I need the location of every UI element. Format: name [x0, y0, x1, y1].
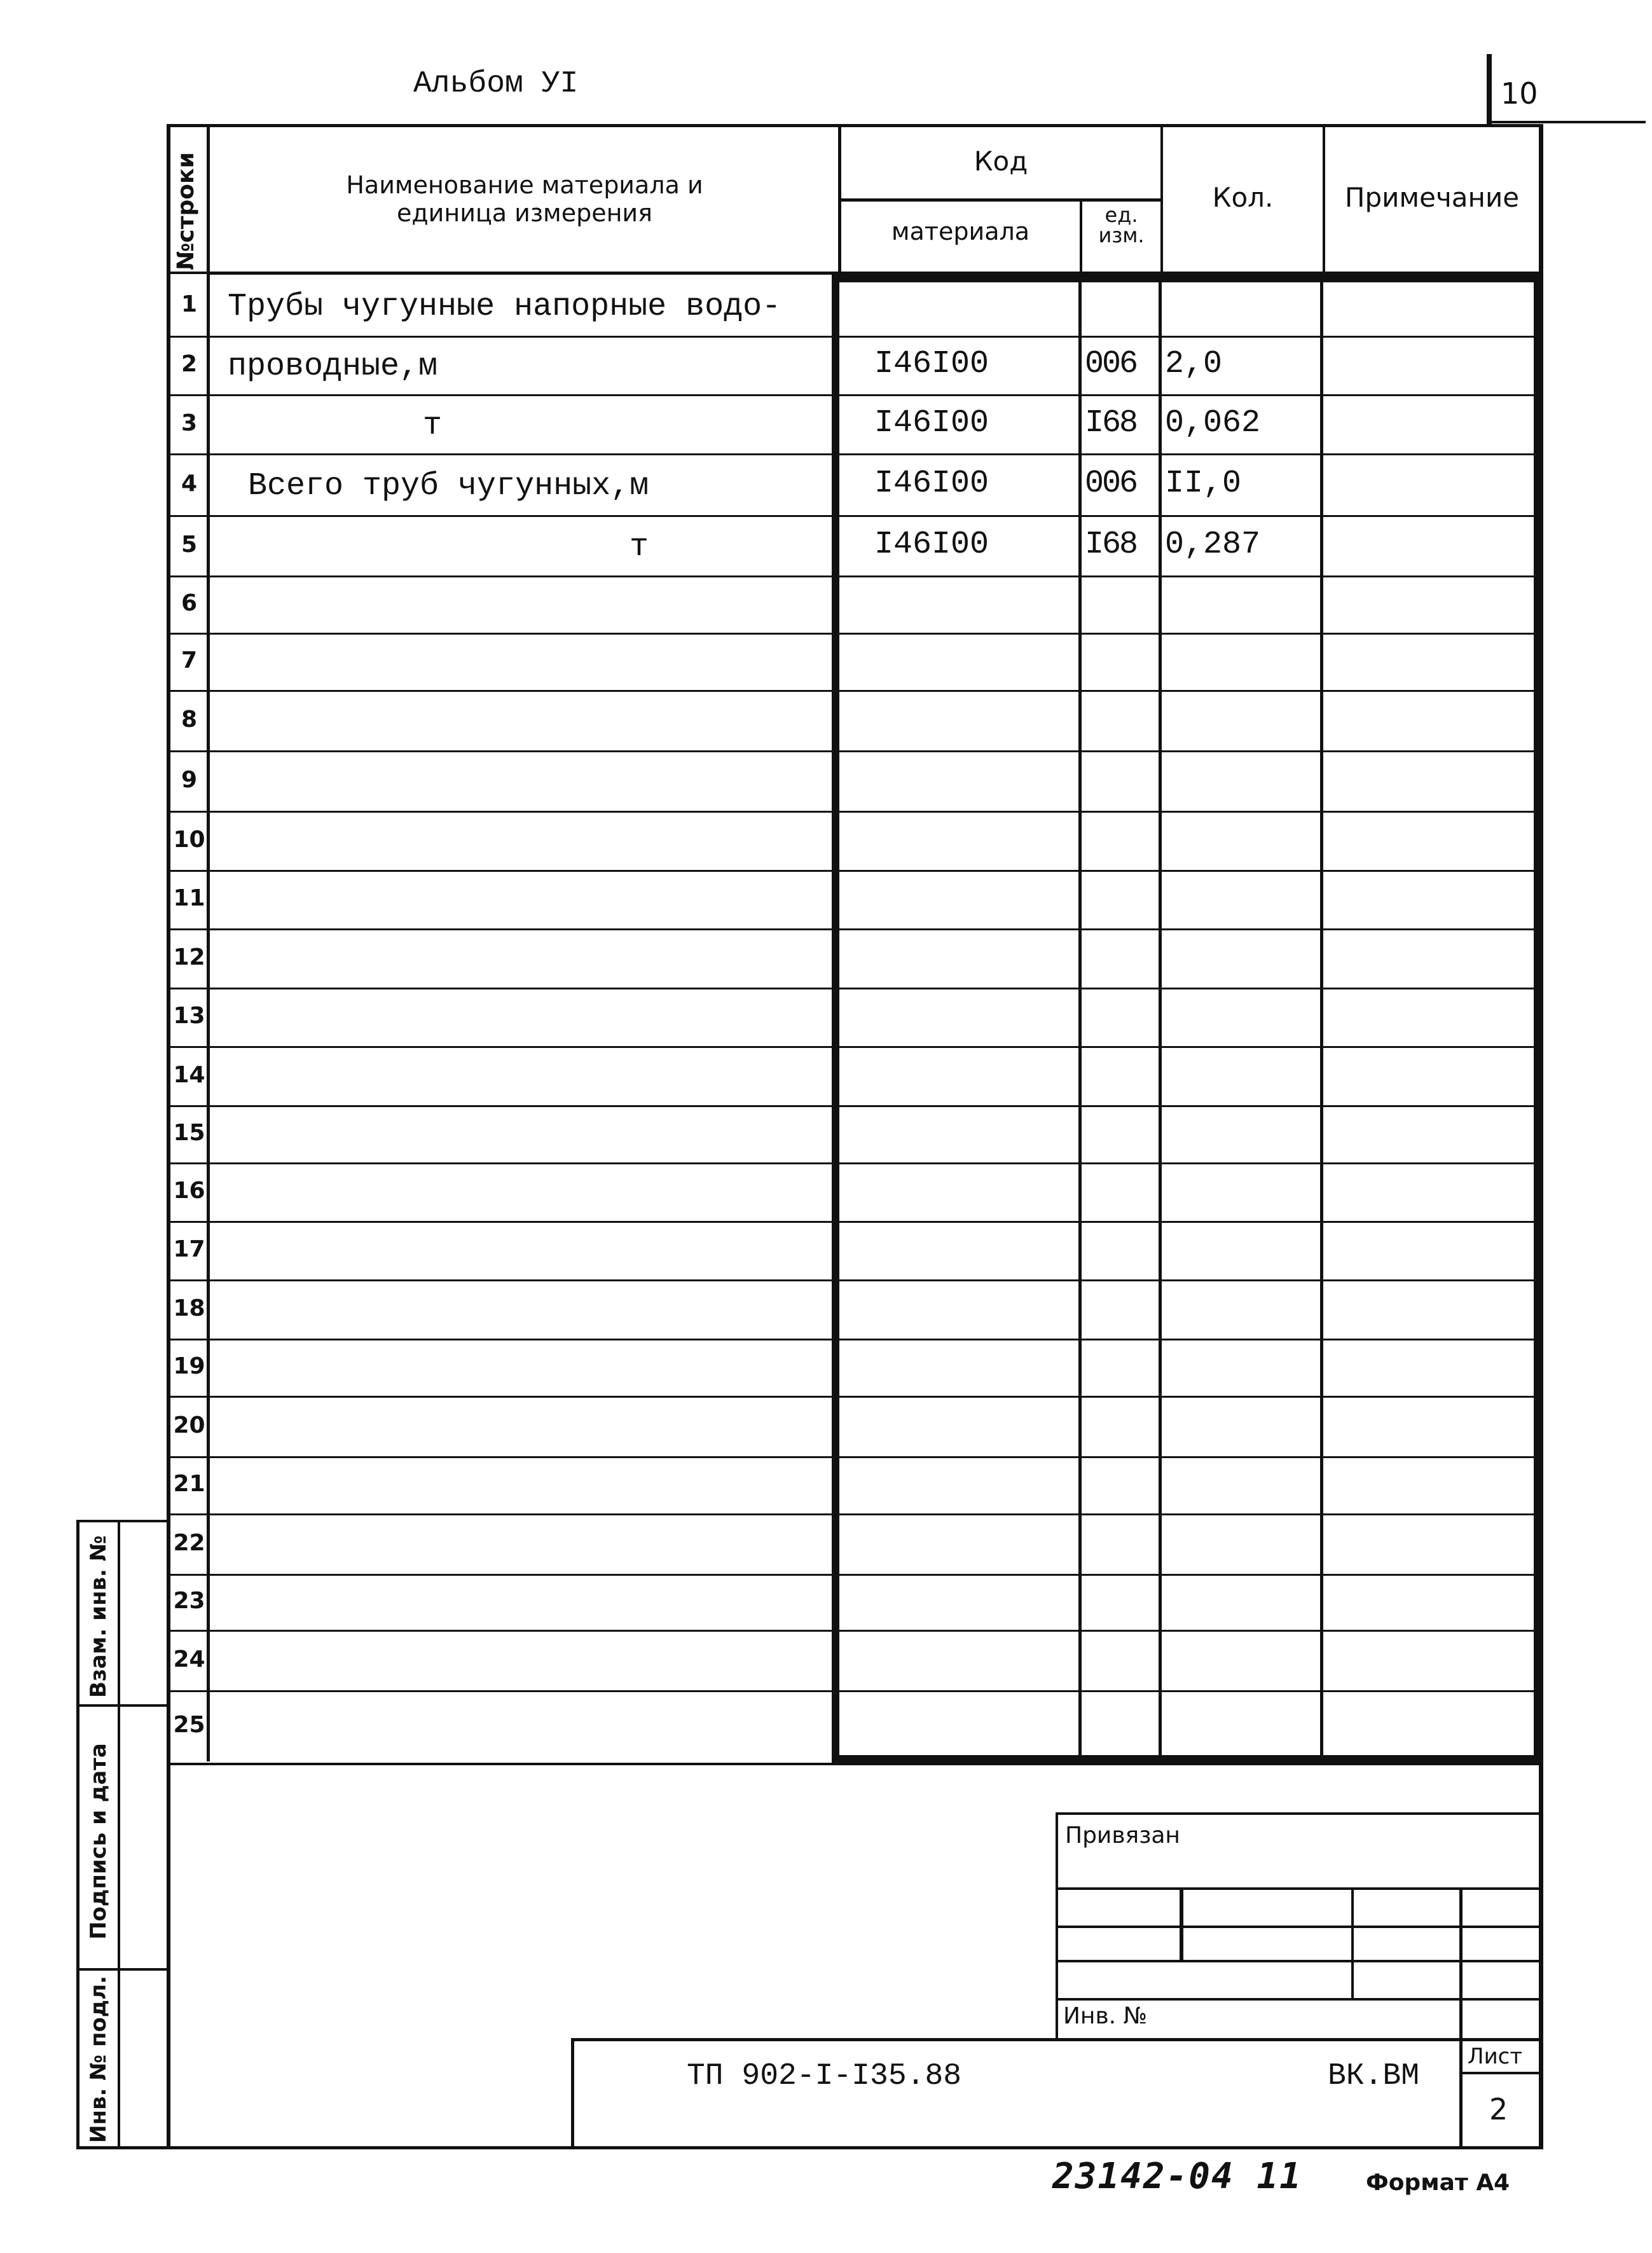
- row-divider: [167, 336, 1543, 338]
- frame-bottom: [167, 2146, 1543, 2149]
- note-col-line: [1320, 275, 1323, 1763]
- row-number: 17: [173, 1236, 205, 1262]
- quantity: 0,287: [1165, 526, 1261, 563]
- frame-top: [167, 124, 1543, 127]
- quantity: 2,0: [1165, 346, 1223, 382]
- row-divider: [167, 1105, 1543, 1107]
- tb-h1: [1056, 1887, 1543, 1890]
- inv-no-label: Инв. №: [1063, 2003, 1148, 2029]
- data-thick-bottom: [832, 1755, 1543, 1763]
- header-qty: Кол.: [1212, 182, 1274, 213]
- row-divider: [167, 575, 1543, 577]
- row-number: 8: [181, 706, 198, 733]
- row-number: 7: [181, 647, 198, 673]
- format-label: Формат А4: [1366, 2170, 1510, 2196]
- row-number: 13: [173, 1003, 205, 1029]
- sheet-label: Лист: [1468, 2044, 1523, 2069]
- header-note: Примечание: [1344, 182, 1520, 213]
- qty-col-line: [1159, 275, 1162, 1763]
- row-number: 9: [181, 766, 198, 793]
- material-code: I46I00: [874, 346, 989, 382]
- unit-code: I68: [1085, 404, 1137, 441]
- tb-h4: [1056, 1998, 1543, 2001]
- row-divider: [167, 1046, 1543, 1048]
- material-name: т: [630, 528, 649, 565]
- stamp-inner: [118, 1520, 120, 2149]
- row-number: 23: [173, 1588, 205, 1614]
- data-thick-top: [832, 275, 1543, 282]
- row-divider: [167, 1279, 1543, 1281]
- code-split-line: [838, 198, 1162, 202]
- tb-privyazan-top: [1056, 1812, 1543, 1815]
- data-thick-right: [1534, 275, 1543, 1763]
- row-number: 1: [181, 291, 198, 317]
- row-number: 25: [173, 1712, 205, 1738]
- sheet-number: 2: [1489, 2092, 1508, 2126]
- row-number: 5: [181, 531, 198, 558]
- row-divider: [167, 394, 1543, 396]
- row-number: 21: [173, 1471, 205, 1497]
- row-number: 12: [173, 944, 205, 970]
- data-thick-left: [832, 275, 839, 1763]
- header-name-line2: единица измерения: [397, 198, 652, 227]
- quantity: II,0: [1165, 465, 1242, 502]
- stamp-outer-left: [76, 1520, 79, 2149]
- row-number: 11: [173, 885, 205, 911]
- tb-main-left: [571, 2038, 574, 2149]
- row-number: 14: [173, 1061, 205, 1088]
- row-number: 15: [173, 1120, 205, 1146]
- row-divider: [167, 1574, 1543, 1576]
- material-code: I46I00: [874, 526, 989, 563]
- tb-h2: [1056, 1926, 1543, 1928]
- unit-code: I68: [1085, 526, 1137, 563]
- row-divider: [167, 1630, 1543, 1632]
- stamp-bottom: [76, 2146, 169, 2149]
- quantity: 0,062: [1165, 404, 1261, 441]
- row-divider: [167, 1513, 1543, 1515]
- material-name: Трубы чугунные напорные водо-: [228, 289, 781, 325]
- row-number: 6: [181, 590, 198, 616]
- row-number: 3: [181, 410, 198, 436]
- header-name: [213, 172, 836, 227]
- header-row-number: №строки: [173, 152, 199, 270]
- handwritten-number: 23142-04 11: [1052, 2156, 1302, 2197]
- header-bottom-left: [167, 272, 210, 274]
- header-unit-line2: изм.: [1098, 223, 1145, 247]
- header-code: Код: [974, 146, 1028, 177]
- stamp-vzam-inv: Взам. инв. №: [86, 1535, 111, 1698]
- tb-main-top: [571, 2038, 1543, 2041]
- row-number: 2: [181, 351, 198, 377]
- stamp-inv-podl: Инв. № подл.: [86, 1975, 111, 2143]
- row-number: 24: [173, 1646, 205, 1672]
- document-mark: ВК.ВМ: [1328, 2059, 1420, 2093]
- row-divider: [167, 870, 1543, 872]
- tb-v1: [1180, 1887, 1183, 1960]
- document-code: ТП 902-I-I35.88: [687, 2059, 962, 2093]
- tb-outer-top: [167, 1763, 1543, 1765]
- row-number: 22: [173, 1529, 205, 1556]
- material-name: Всего труб чугунных,м: [248, 467, 649, 504]
- row-divider: [167, 1396, 1543, 1398]
- row-number: 4: [181, 470, 198, 497]
- header-name-line1: Наименование материала и: [346, 171, 703, 199]
- row-divider: [167, 453, 1543, 455]
- stamp-top: [76, 1520, 169, 1522]
- material-name: проводные,м: [228, 348, 438, 385]
- header-unit-line1: ед.: [1105, 203, 1138, 227]
- stamp-div2: [76, 1968, 169, 1971]
- stamp-div1: [76, 1704, 169, 1707]
- unit-code: 006: [1085, 346, 1137, 382]
- row-number: 19: [173, 1353, 205, 1379]
- frame-left: [167, 124, 170, 2149]
- header-material: материала: [891, 217, 1030, 245]
- row-divider: [167, 988, 1543, 989]
- tb-v3: [1459, 1887, 1463, 2148]
- top-rule: [1487, 121, 1646, 123]
- material-code: I46I00: [874, 465, 989, 502]
- page-number: 10: [1501, 76, 1538, 111]
- rownum-col-line: [207, 124, 210, 1761]
- tb-v2: [1351, 1887, 1354, 1998]
- row-number: 20: [173, 1412, 205, 1438]
- row-divider: [167, 811, 1543, 813]
- row-divider: [167, 690, 1543, 692]
- row-divider: [167, 928, 1543, 930]
- material-name: т: [423, 407, 443, 444]
- unit-code: 006: [1085, 465, 1137, 502]
- privyazan-label: Привязан: [1065, 1822, 1180, 1849]
- tb-sheet-split: [1459, 2072, 1543, 2074]
- row-divider: [167, 1690, 1543, 1692]
- row-divider: [167, 633, 1543, 635]
- row-number: 16: [173, 1178, 205, 1204]
- row-divider: [167, 1162, 1543, 1164]
- row-divider: [167, 515, 1543, 517]
- row-divider: [167, 1339, 1543, 1340]
- row-number: 18: [173, 1295, 205, 1321]
- page-number-rule: [1487, 54, 1492, 124]
- row-divider: [167, 1456, 1543, 1458]
- row-number: 10: [173, 826, 205, 853]
- unit-col-line: [1078, 275, 1082, 1763]
- tb-h3: [1056, 1960, 1543, 1962]
- album-title: Альбом УI: [413, 67, 579, 101]
- material-code: I46I00: [874, 404, 989, 441]
- stamp-signature-date: Подпись и дата: [86, 1743, 111, 1940]
- row-divider: [167, 750, 1543, 752]
- row-divider: [167, 1221, 1543, 1223]
- header-unit: [1082, 205, 1160, 245]
